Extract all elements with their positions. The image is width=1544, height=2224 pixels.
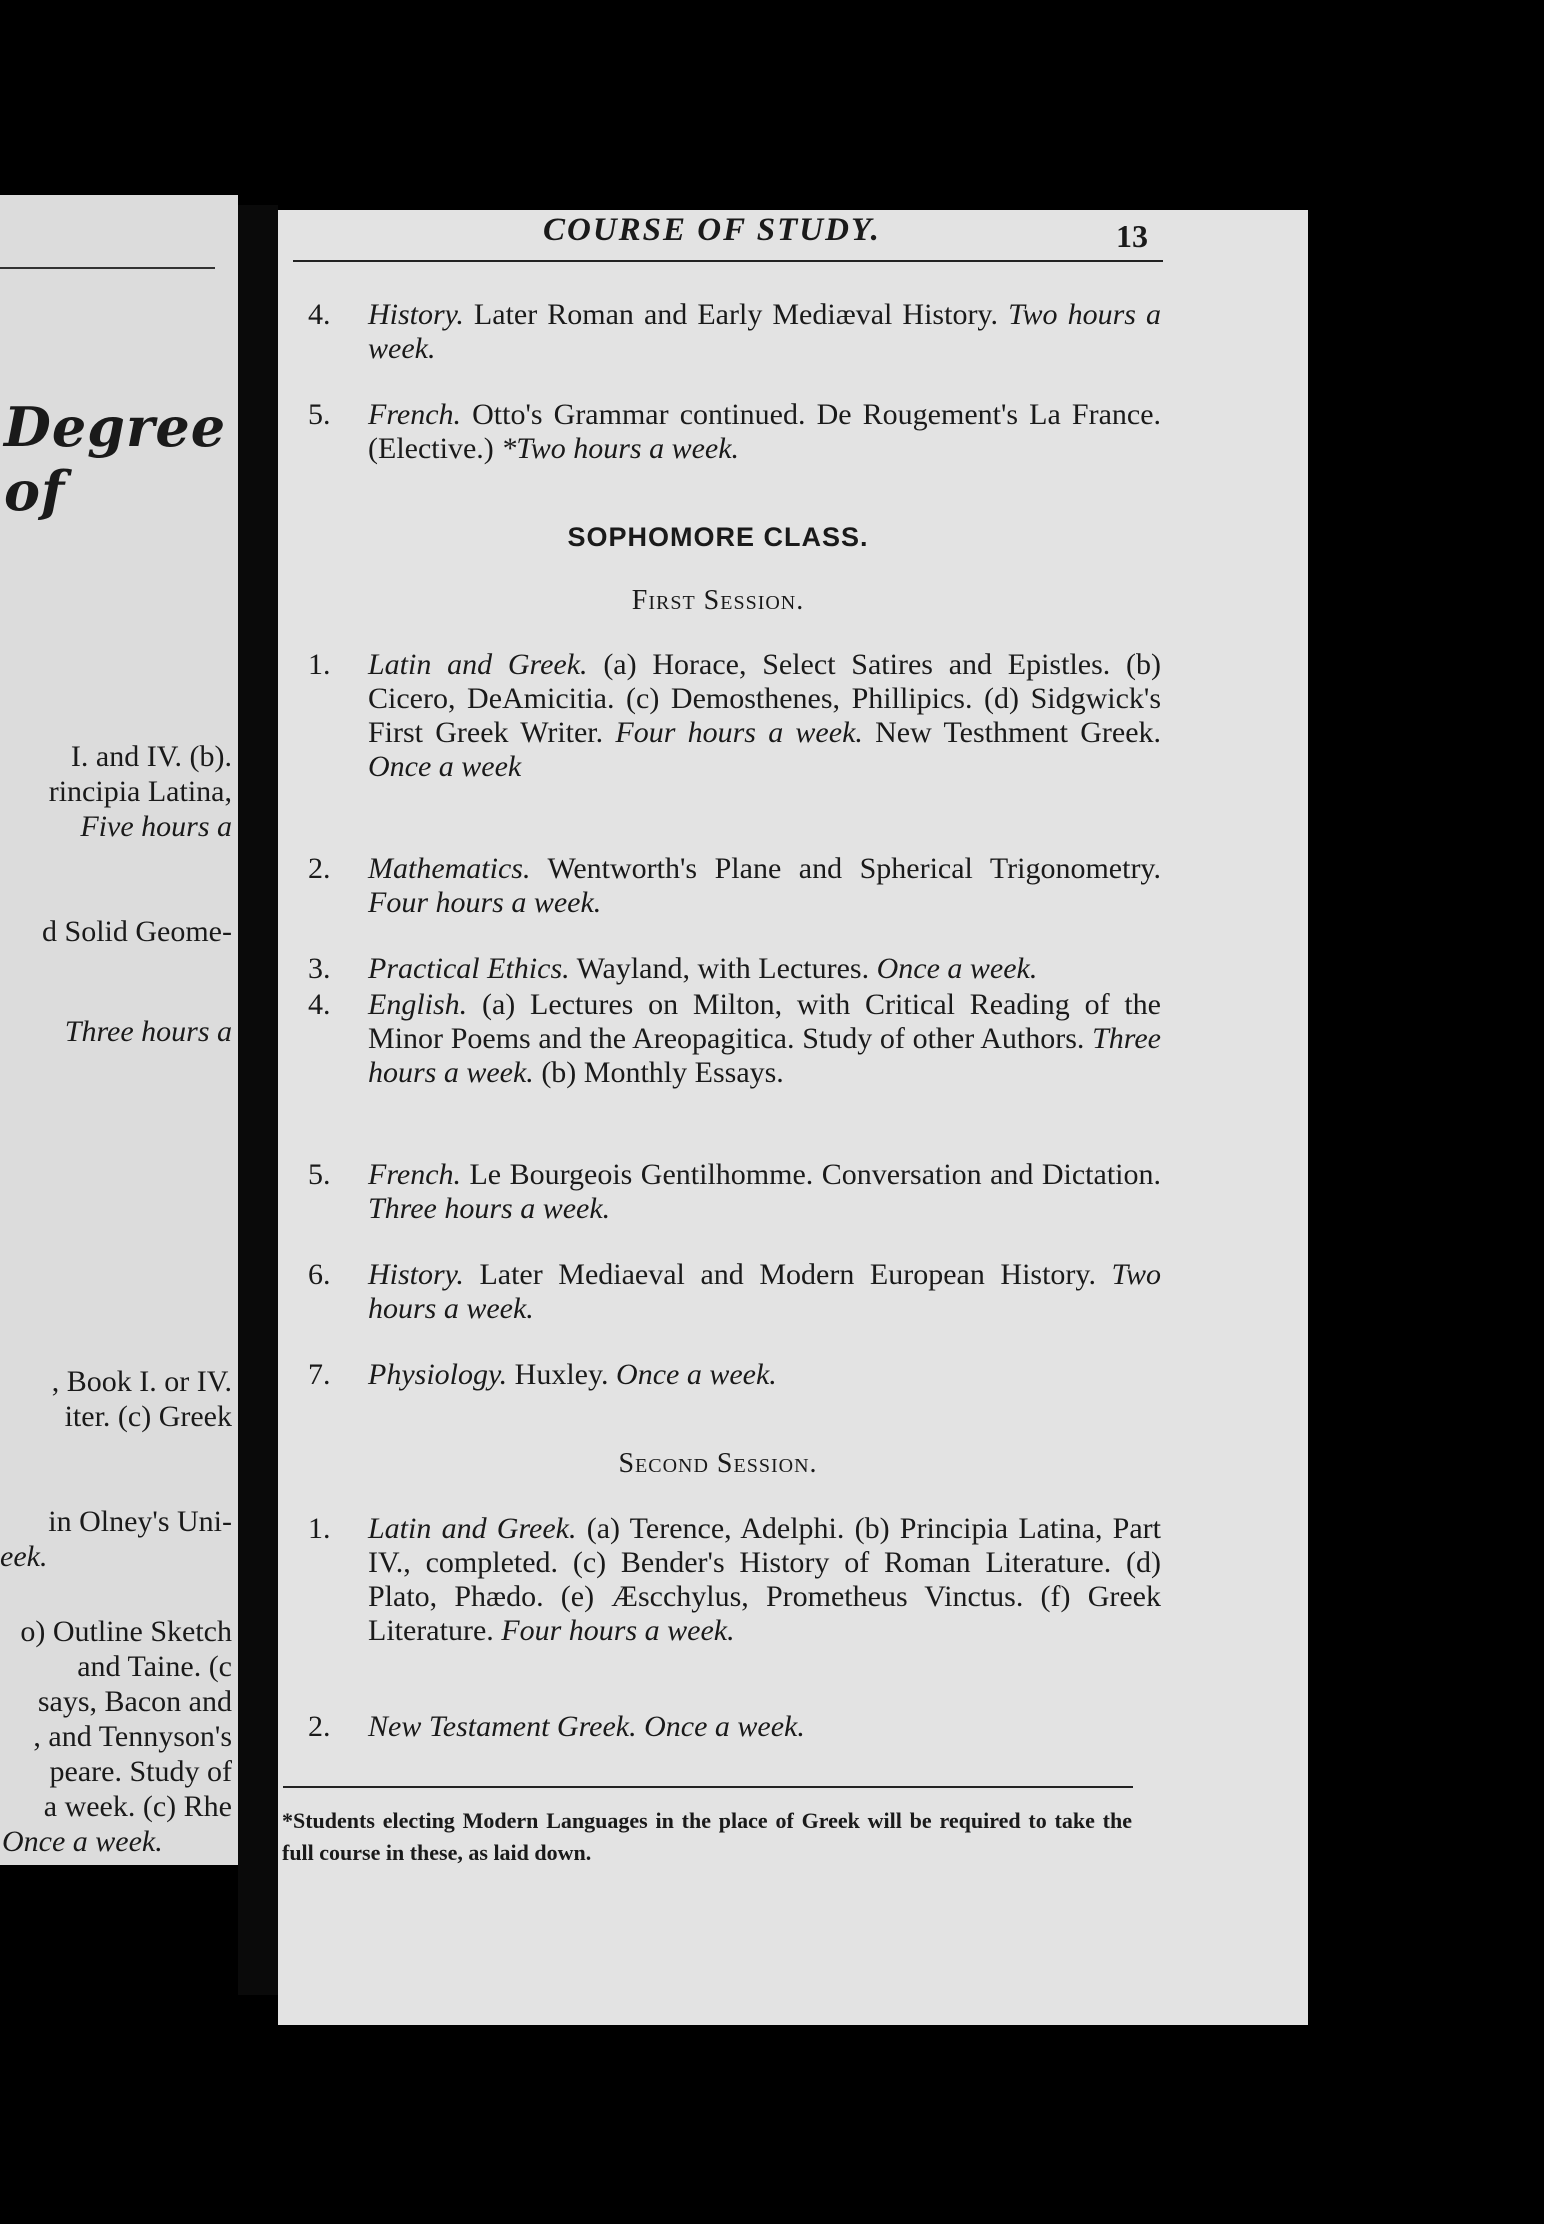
course-item bbox=[308, 1158, 1162, 1226]
item-text: Otto's Grammar continued. De Rougement's La France. (Elective.) bbox=[368, 398, 1162, 465]
book-gutter bbox=[238, 205, 278, 1995]
course-item bbox=[308, 1710, 1161, 1744]
item-text: Later Mediaeval and Modern European History. bbox=[479, 1258, 1096, 1291]
item-subject: French. bbox=[368, 398, 462, 431]
item-number: 2. bbox=[308, 852, 331, 885]
item-number: 3. bbox=[308, 952, 331, 985]
item-number: 1. bbox=[308, 648, 331, 681]
item-hours: Four hours a week. bbox=[368, 886, 602, 919]
left-line: in Olney's Uni- bbox=[48, 1505, 232, 1538]
course-item bbox=[308, 648, 1162, 784]
item-hours: Once a week. bbox=[644, 1710, 805, 1743]
page-number: 13 bbox=[1116, 218, 1148, 254]
left-line: Three hours a bbox=[64, 1015, 232, 1048]
item-hours: Once a week. bbox=[876, 952, 1038, 985]
item-text: (a) Terence, Adelphi. (b) Principia Latina, Part IV., completed. (c) Bender's History of Roman Literature. (d) Plato, Phædo. (e) Æscchylus, Prometheus Vinctus. (f) Greek Literature. bbox=[368, 1512, 1161, 1647]
course-item bbox=[308, 1258, 1162, 1326]
item-number: 4. bbox=[308, 988, 331, 1021]
item-text: (a) Horace, Select Satires and Epistles. (b) Cicero, DeAmicitia. (c) Demosthenes, Phillipics. (d) Sidgwick's First Greek Writer. bbox=[368, 648, 1162, 749]
footnote: *Students electing Modern Languages in the place of Greek will be required to take the full course in these, as laid down. bbox=[282, 1808, 1132, 1865]
left-line: peare. Study of bbox=[49, 1755, 232, 1788]
left-line: says, Bacon and bbox=[37, 1685, 232, 1718]
item-subject: Latin and Greek. bbox=[368, 1512, 577, 1545]
item-hours: Two hours a week. bbox=[368, 298, 1162, 365]
previous-page-fragment bbox=[0, 195, 238, 1865]
item-hours: Four hours a week. bbox=[615, 716, 863, 749]
left-line: , Book I. or IV. bbox=[51, 1365, 232, 1398]
item-subject: New Testament Greek. bbox=[368, 1710, 637, 1743]
item-hours: Once a week. bbox=[616, 1358, 777, 1391]
item-subject: French. bbox=[368, 1158, 462, 1191]
item-text: Later Roman and Early Mediæval History. bbox=[473, 298, 998, 331]
running-head bbox=[278, 210, 1308, 270]
item-subject: History. bbox=[368, 298, 464, 331]
item-text: Wayland, with Lectures. bbox=[576, 952, 870, 985]
item-number: 6. bbox=[308, 1258, 331, 1291]
item-number: 5. bbox=[308, 398, 331, 431]
left-line: iter. (c) Greek bbox=[64, 1400, 232, 1433]
item-text: Huxley. bbox=[514, 1358, 609, 1391]
heading-fragment: Degree of bbox=[4, 395, 227, 523]
item-number: 7. bbox=[308, 1358, 331, 1391]
session-heading: Second Session. bbox=[618, 1448, 818, 1479]
item-hours: Four hours a week. bbox=[501, 1614, 735, 1647]
item-text: Le Bourgeois Gentilhomme. Conversation and Dictation. bbox=[469, 1158, 1162, 1191]
page bbox=[278, 210, 1308, 2025]
item-hours: Two hours a week. bbox=[368, 1258, 1162, 1325]
item-hours: Three hours a week. bbox=[368, 1022, 1162, 1089]
item-subject: English. bbox=[368, 988, 468, 1021]
running-title: COURSE OF STUDY. bbox=[543, 212, 881, 248]
item-number: 2. bbox=[308, 1710, 331, 1743]
left-line: Five hours a bbox=[80, 810, 232, 843]
item-subject: History. bbox=[368, 1258, 464, 1291]
left-line: Once a week. bbox=[2, 1825, 163, 1858]
header-rule bbox=[293, 260, 1163, 262]
left-line: and Taine. (c bbox=[77, 1650, 232, 1683]
item-number: 1. bbox=[308, 1512, 331, 1545]
item-subject: Mathematics. bbox=[368, 852, 531, 885]
course-item bbox=[308, 852, 1161, 920]
class-heading: SOPHOMORE CLASS. bbox=[567, 522, 869, 552]
item-hours: Once a week bbox=[368, 750, 522, 783]
item-subject: Practical Ethics. bbox=[368, 952, 570, 985]
left-line: I. and IV. (b). bbox=[70, 740, 232, 773]
course-item bbox=[308, 1512, 1161, 1648]
item-subject: Physiology. bbox=[368, 1358, 508, 1391]
item-text: (a) Lectures on Milton, with Critical Reading of the Minor Poems and the Areopagitica. Study of other Authors. bbox=[368, 988, 1161, 1055]
item-number: 5. bbox=[308, 1158, 331, 1191]
item-number: 4. bbox=[308, 298, 331, 331]
course-item bbox=[308, 988, 1162, 1090]
item-subject: Latin and Greek. bbox=[368, 648, 588, 681]
course-item bbox=[308, 298, 1162, 366]
item-text: Wentworth's Plane and Spherical Trigonometry. bbox=[547, 852, 1161, 885]
item-hours: *Two hours a week. bbox=[501, 432, 740, 465]
item-text: New Testhment Greek. bbox=[875, 716, 1162, 749]
left-line: a week. (c) Rhe bbox=[43, 1790, 232, 1823]
course-item bbox=[308, 398, 1162, 466]
course-item bbox=[308, 952, 1161, 986]
item-text: (b) Monthly Essays. bbox=[541, 1056, 784, 1089]
footnote-rule bbox=[283, 1786, 1133, 1788]
session-heading: First Session. bbox=[631, 585, 805, 616]
left-line: eek. bbox=[0, 1540, 48, 1573]
left-line: rincipia Latina, bbox=[48, 775, 232, 808]
left-line: d Solid Geome- bbox=[42, 915, 232, 948]
header-rule bbox=[0, 267, 215, 269]
left-line: , and Tennyson's bbox=[33, 1720, 232, 1753]
left-line: o) Outline Sketch bbox=[20, 1615, 232, 1648]
item-hours: Three hours a week. bbox=[368, 1192, 611, 1225]
course-item bbox=[308, 1358, 1161, 1392]
